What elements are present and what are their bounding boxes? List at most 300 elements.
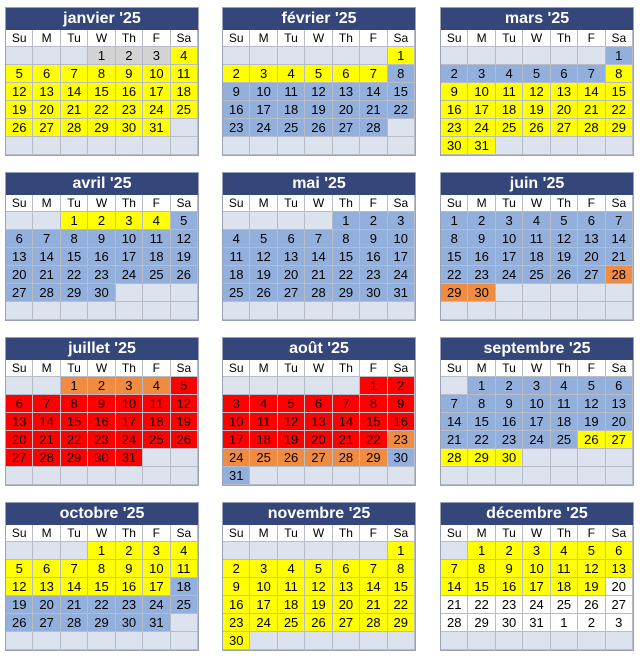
day-cell[interactable]: 28 [360, 614, 387, 632]
day-cell[interactable]: 16 [116, 578, 143, 596]
day-cell[interactable]: 30 [388, 449, 415, 467]
day-cell[interactable]: 11 [143, 395, 170, 413]
day-cell[interactable]: 13 [305, 413, 332, 431]
day-cell[interactable]: 7 [33, 395, 60, 413]
day-cell[interactable]: 22 [88, 596, 115, 614]
day-cell[interactable]: 16 [223, 101, 250, 119]
day-cell[interactable]: 8 [388, 65, 415, 83]
day-cell[interactable]: 24 [468, 119, 495, 137]
day-cell[interactable]: 31 [143, 119, 170, 137]
day-cell[interactable]: 12 [171, 230, 198, 248]
day-cell[interactable]: 7 [33, 230, 60, 248]
day-cell[interactable]: 23 [496, 596, 523, 614]
day-cell[interactable]: 30 [116, 119, 143, 137]
day-cell[interactable]: 31 [523, 614, 550, 632]
day-cell[interactable]: 17 [116, 248, 143, 266]
day-cell[interactable]: 17 [523, 578, 550, 596]
day-cell[interactable]: 1 [468, 377, 495, 395]
day-cell[interactable]: 13 [606, 560, 633, 578]
day-cell[interactable]: 15 [61, 248, 88, 266]
day-cell[interactable]: 5 [250, 230, 277, 248]
day-cell[interactable]: 15 [88, 578, 115, 596]
day-cell[interactable]: 21 [33, 431, 60, 449]
day-cell[interactable]: 10 [116, 395, 143, 413]
day-cell[interactable]: 5 [6, 560, 33, 578]
day-cell[interactable]: 5 [523, 65, 550, 83]
day-cell[interactable]: 6 [33, 65, 60, 83]
day-cell[interactable]: 14 [360, 578, 387, 596]
day-cell[interactable]: 22 [61, 431, 88, 449]
day-cell[interactable]: 8 [606, 65, 633, 83]
day-cell[interactable]: 9 [441, 83, 468, 101]
day-cell[interactable]: 14 [360, 83, 387, 101]
day-cell[interactable]: 12 [578, 560, 605, 578]
day-cell[interactable]: 28 [441, 449, 468, 467]
day-cell[interactable]: 16 [223, 596, 250, 614]
day-cell[interactable]: 20 [278, 266, 305, 284]
day-cell[interactable]: 24 [496, 266, 523, 284]
day-cell[interactable]: 13 [333, 578, 360, 596]
day-cell[interactable]: 27 [578, 266, 605, 284]
day-cell[interactable]: 6 [333, 65, 360, 83]
day-cell[interactable]: 28 [61, 119, 88, 137]
day-cell[interactable]: 7 [578, 65, 605, 83]
day-cell[interactable]: 31 [468, 137, 495, 155]
day-cell[interactable]: 27 [6, 284, 33, 302]
day-cell[interactable]: 25 [143, 266, 170, 284]
day-cell[interactable]: 26 [578, 431, 605, 449]
day-cell[interactable]: 26 [171, 431, 198, 449]
day-cell[interactable]: 17 [523, 413, 550, 431]
day-cell[interactable]: 1 [61, 212, 88, 230]
day-cell[interactable]: 8 [333, 230, 360, 248]
day-cell[interactable]: 4 [278, 65, 305, 83]
day-cell[interactable]: 23 [468, 266, 495, 284]
day-cell[interactable]: 7 [441, 395, 468, 413]
day-cell[interactable]: 19 [278, 431, 305, 449]
day-cell[interactable]: 19 [305, 596, 332, 614]
day-cell[interactable]: 26 [305, 119, 332, 137]
day-cell[interactable]: 15 [468, 413, 495, 431]
day-cell[interactable]: 11 [250, 413, 277, 431]
day-cell[interactable]: 29 [606, 119, 633, 137]
day-cell[interactable]: 20 [578, 248, 605, 266]
day-cell[interactable]: 9 [388, 395, 415, 413]
day-cell[interactable]: 3 [143, 47, 170, 65]
day-cell[interactable]: 15 [88, 83, 115, 101]
day-cell[interactable]: 29 [360, 449, 387, 467]
day-cell[interactable]: 19 [250, 266, 277, 284]
day-cell[interactable]: 25 [171, 101, 198, 119]
day-cell[interactable]: 20 [6, 431, 33, 449]
day-cell[interactable]: 2 [223, 65, 250, 83]
day-cell[interactable]: 22 [88, 101, 115, 119]
day-cell[interactable]: 5 [6, 65, 33, 83]
day-cell[interactable]: 23 [496, 431, 523, 449]
day-cell[interactable]: 1 [333, 212, 360, 230]
day-cell[interactable]: 2 [88, 212, 115, 230]
day-cell[interactable]: 15 [360, 413, 387, 431]
day-cell[interactable]: 29 [61, 284, 88, 302]
day-cell[interactable]: 26 [250, 284, 277, 302]
day-cell[interactable]: 22 [333, 266, 360, 284]
day-cell[interactable]: 24 [116, 431, 143, 449]
day-cell[interactable]: 25 [551, 596, 578, 614]
day-cell[interactable]: 17 [388, 248, 415, 266]
day-cell[interactable]: 1 [88, 47, 115, 65]
day-cell[interactable]: 27 [305, 449, 332, 467]
day-cell[interactable]: 22 [441, 266, 468, 284]
day-cell[interactable]: 14 [441, 413, 468, 431]
day-cell[interactable]: 10 [116, 230, 143, 248]
day-cell[interactable]: 1 [388, 542, 415, 560]
day-cell[interactable]: 4 [278, 560, 305, 578]
day-cell[interactable]: 25 [551, 431, 578, 449]
day-cell[interactable]: 16 [496, 413, 523, 431]
day-cell[interactable]: 6 [6, 230, 33, 248]
day-cell[interactable]: 4 [143, 212, 170, 230]
day-cell[interactable]: 5 [171, 212, 198, 230]
day-cell[interactable]: 20 [606, 578, 633, 596]
day-cell[interactable]: 2 [468, 212, 495, 230]
day-cell[interactable]: 23 [223, 119, 250, 137]
day-cell[interactable]: 29 [468, 614, 495, 632]
day-cell[interactable]: 12 [6, 578, 33, 596]
day-cell[interactable]: 6 [578, 212, 605, 230]
day-cell[interactable]: 23 [116, 101, 143, 119]
day-cell[interactable]: 13 [6, 248, 33, 266]
day-cell[interactable]: 4 [143, 377, 170, 395]
day-cell[interactable]: 21 [441, 596, 468, 614]
day-cell[interactable]: 27 [551, 119, 578, 137]
day-cell[interactable]: 25 [250, 449, 277, 467]
day-cell[interactable]: 30 [468, 284, 495, 302]
day-cell[interactable]: 25 [496, 119, 523, 137]
day-cell[interactable]: 27 [606, 431, 633, 449]
day-cell[interactable]: 4 [250, 395, 277, 413]
day-cell[interactable]: 3 [116, 212, 143, 230]
day-cell[interactable]: 29 [88, 614, 115, 632]
day-cell[interactable]: 27 [333, 119, 360, 137]
day-cell[interactable]: 15 [388, 578, 415, 596]
day-cell[interactable]: 21 [33, 266, 60, 284]
day-cell[interactable]: 25 [143, 431, 170, 449]
day-cell[interactable]: 22 [468, 596, 495, 614]
day-cell[interactable]: 1 [441, 212, 468, 230]
day-cell[interactable]: 26 [551, 266, 578, 284]
day-cell[interactable]: 19 [523, 101, 550, 119]
day-cell[interactable]: 15 [441, 248, 468, 266]
day-cell[interactable]: 17 [468, 101, 495, 119]
day-cell[interactable]: 4 [551, 377, 578, 395]
day-cell[interactable]: 23 [116, 596, 143, 614]
day-cell[interactable]: 11 [278, 578, 305, 596]
day-cell[interactable]: 18 [551, 578, 578, 596]
day-cell[interactable]: 18 [171, 83, 198, 101]
day-cell[interactable]: 21 [578, 101, 605, 119]
day-cell[interactable]: 28 [61, 614, 88, 632]
day-cell[interactable]: 10 [523, 395, 550, 413]
day-cell[interactable]: 29 [441, 284, 468, 302]
day-cell[interactable]: 25 [523, 266, 550, 284]
day-cell[interactable]: 26 [305, 614, 332, 632]
day-cell[interactable]: 28 [360, 119, 387, 137]
day-cell[interactable]: 16 [116, 83, 143, 101]
day-cell[interactable]: 7 [61, 65, 88, 83]
day-cell-next-month[interactable]: 1 [551, 614, 578, 632]
day-cell[interactable]: 9 [88, 230, 115, 248]
day-cell[interactable]: 17 [250, 596, 277, 614]
day-cell[interactable]: 17 [143, 83, 170, 101]
day-cell[interactable]: 9 [116, 65, 143, 83]
day-cell[interactable]: 5 [305, 65, 332, 83]
day-cell[interactable]: 10 [496, 230, 523, 248]
day-cell[interactable]: 5 [171, 377, 198, 395]
day-cell[interactable]: 9 [468, 230, 495, 248]
day-cell[interactable]: 18 [496, 101, 523, 119]
day-cell[interactable]: 22 [388, 101, 415, 119]
day-cell[interactable]: 20 [6, 266, 33, 284]
day-cell[interactable]: 31 [116, 449, 143, 467]
day-cell-next-month[interactable]: 3 [606, 614, 633, 632]
day-cell[interactable]: 9 [88, 395, 115, 413]
day-cell[interactable]: 11 [171, 65, 198, 83]
day-cell[interactable]: 28 [333, 449, 360, 467]
day-cell[interactable]: 11 [496, 83, 523, 101]
day-cell[interactable]: 16 [468, 248, 495, 266]
day-cell[interactable]: 4 [171, 47, 198, 65]
day-cell[interactable]: 10 [388, 230, 415, 248]
day-cell[interactable]: 24 [143, 101, 170, 119]
day-cell[interactable]: 24 [523, 596, 550, 614]
day-cell[interactable]: 2 [116, 47, 143, 65]
day-cell[interactable]: 14 [33, 413, 60, 431]
day-cell[interactable]: 11 [551, 560, 578, 578]
day-cell[interactable]: 24 [523, 431, 550, 449]
day-cell[interactable]: 12 [578, 395, 605, 413]
day-cell[interactable]: 8 [388, 560, 415, 578]
day-cell[interactable]: 15 [61, 413, 88, 431]
day-cell[interactable]: 3 [523, 542, 550, 560]
day-cell[interactable]: 24 [116, 266, 143, 284]
day-cell[interactable]: 3 [250, 65, 277, 83]
day-cell[interactable]: 8 [468, 560, 495, 578]
day-cell[interactable]: 27 [33, 119, 60, 137]
day-cell[interactable]: 18 [143, 248, 170, 266]
day-cell[interactable]: 22 [61, 266, 88, 284]
day-cell[interactable]: 12 [305, 83, 332, 101]
day-cell[interactable]: 21 [360, 101, 387, 119]
day-cell[interactable]: 5 [578, 542, 605, 560]
day-cell[interactable]: 1 [88, 542, 115, 560]
day-cell[interactable]: 31 [143, 614, 170, 632]
day-cell[interactable]: 23 [88, 431, 115, 449]
day-cell[interactable]: 10 [523, 560, 550, 578]
day-cell[interactable]: 1 [360, 377, 387, 395]
day-cell[interactable]: 9 [360, 230, 387, 248]
day-cell[interactable]: 2 [496, 542, 523, 560]
day-cell[interactable]: 26 [171, 266, 198, 284]
day-cell[interactable]: 28 [305, 284, 332, 302]
day-cell[interactable]: 6 [551, 65, 578, 83]
day-cell[interactable]: 10 [250, 578, 277, 596]
day-cell[interactable]: 30 [223, 632, 250, 650]
day-cell[interactable]: 4 [171, 542, 198, 560]
day-cell[interactable]: 7 [360, 65, 387, 83]
day-cell[interactable]: 6 [278, 230, 305, 248]
day-cell[interactable]: 9 [496, 395, 523, 413]
day-cell[interactable]: 15 [606, 83, 633, 101]
day-cell[interactable]: 5 [578, 377, 605, 395]
day-cell[interactable]: 3 [523, 377, 550, 395]
day-cell[interactable]: 25 [278, 119, 305, 137]
day-cell[interactable]: 30 [360, 284, 387, 302]
day-cell[interactable]: 23 [360, 266, 387, 284]
day-cell[interactable]: 12 [278, 413, 305, 431]
day-cell[interactable]: 31 [223, 467, 250, 485]
day-cell[interactable]: 23 [388, 431, 415, 449]
day-cell[interactable]: 2 [388, 377, 415, 395]
day-cell[interactable]: 21 [61, 101, 88, 119]
day-cell[interactable]: 18 [143, 413, 170, 431]
day-cell[interactable]: 12 [6, 83, 33, 101]
day-cell[interactable]: 14 [606, 230, 633, 248]
day-cell[interactable]: 14 [333, 413, 360, 431]
day-cell[interactable]: 17 [250, 101, 277, 119]
day-cell[interactable]: 22 [388, 596, 415, 614]
day-cell[interactable]: 2 [116, 542, 143, 560]
day-cell[interactable]: 16 [88, 248, 115, 266]
day-cell[interactable]: 19 [305, 101, 332, 119]
day-cell[interactable]: 21 [305, 266, 332, 284]
day-cell[interactable]: 3 [143, 542, 170, 560]
day-cell[interactable]: 14 [441, 578, 468, 596]
day-cell[interactable]: 27 [278, 284, 305, 302]
day-cell[interactable]: 25 [171, 596, 198, 614]
day-cell[interactable]: 19 [578, 578, 605, 596]
day-cell[interactable]: 30 [496, 449, 523, 467]
day-cell[interactable]: 13 [33, 83, 60, 101]
day-cell[interactable]: 19 [171, 413, 198, 431]
day-cell[interactable]: 16 [496, 578, 523, 596]
day-cell[interactable]: 9 [496, 560, 523, 578]
day-cell[interactable]: 17 [116, 413, 143, 431]
day-cell[interactable]: 6 [333, 560, 360, 578]
day-cell[interactable]: 29 [388, 614, 415, 632]
day-cell[interactable]: 5 [551, 212, 578, 230]
day-cell[interactable]: 1 [606, 47, 633, 65]
day-cell[interactable]: 1 [61, 377, 88, 395]
day-cell[interactable]: 26 [278, 449, 305, 467]
day-cell[interactable]: 27 [6, 449, 33, 467]
day-cell[interactable]: 25 [278, 614, 305, 632]
day-cell[interactable]: 27 [33, 614, 60, 632]
day-cell[interactable]: 20 [333, 596, 360, 614]
day-cell[interactable]: 8 [61, 395, 88, 413]
day-cell[interactable]: 17 [223, 431, 250, 449]
day-cell[interactable]: 8 [441, 230, 468, 248]
day-cell[interactable]: 18 [551, 413, 578, 431]
day-cell[interactable]: 3 [388, 212, 415, 230]
day-cell[interactable]: 23 [223, 614, 250, 632]
day-cell[interactable]: 15 [388, 83, 415, 101]
day-cell[interactable]: 29 [61, 449, 88, 467]
day-cell[interactable]: 7 [441, 560, 468, 578]
day-cell[interactable]: 13 [278, 248, 305, 266]
day-cell[interactable]: 24 [388, 266, 415, 284]
day-cell[interactable]: 18 [223, 266, 250, 284]
day-cell[interactable]: 16 [441, 101, 468, 119]
day-cell[interactable]: 4 [496, 65, 523, 83]
day-cell[interactable]: 6 [6, 395, 33, 413]
day-cell[interactable]: 19 [6, 596, 33, 614]
day-cell[interactable]: 5 [278, 395, 305, 413]
day-cell[interactable]: 7 [333, 395, 360, 413]
day-cell[interactable]: 8 [61, 230, 88, 248]
day-cell[interactable]: 14 [578, 83, 605, 101]
day-cell[interactable]: 26 [6, 614, 33, 632]
day-cell[interactable]: 26 [523, 119, 550, 137]
day-cell[interactable]: 18 [278, 101, 305, 119]
day-cell[interactable]: 11 [143, 230, 170, 248]
day-cell[interactable]: 2 [88, 377, 115, 395]
day-cell[interactable]: 20 [33, 596, 60, 614]
day-cell[interactable]: 13 [333, 83, 360, 101]
day-cell[interactable]: 19 [171, 248, 198, 266]
day-cell[interactable]: 12 [250, 248, 277, 266]
day-cell[interactable]: 18 [523, 248, 550, 266]
day-cell[interactable]: 30 [441, 137, 468, 155]
day-cell[interactable]: 12 [551, 230, 578, 248]
day-cell[interactable]: 18 [278, 596, 305, 614]
day-cell[interactable]: 8 [88, 560, 115, 578]
day-cell[interactable]: 13 [606, 395, 633, 413]
day-cell[interactable]: 9 [116, 560, 143, 578]
day-cell[interactable]: 24 [143, 596, 170, 614]
day-cell[interactable]: 16 [88, 413, 115, 431]
day-cell[interactable]: 10 [143, 65, 170, 83]
day-cell[interactable]: 6 [606, 377, 633, 395]
day-cell[interactable]: 9 [223, 578, 250, 596]
day-cell[interactable]: 8 [360, 395, 387, 413]
day-cell[interactable]: 11 [523, 230, 550, 248]
day-cell[interactable]: 13 [578, 230, 605, 248]
day-cell[interactable]: 2 [441, 65, 468, 83]
day-cell[interactable]: 11 [223, 248, 250, 266]
day-cell[interactable]: 22 [606, 101, 633, 119]
day-cell[interactable]: 12 [171, 395, 198, 413]
day-cell[interactable]: 4 [551, 542, 578, 560]
day-cell[interactable]: 15 [468, 578, 495, 596]
day-cell[interactable]: 7 [606, 212, 633, 230]
day-cell[interactable]: 18 [171, 578, 198, 596]
day-cell[interactable]: 7 [61, 560, 88, 578]
day-cell[interactable]: 19 [578, 413, 605, 431]
day-cell[interactable]: 29 [468, 449, 495, 467]
day-cell[interactable]: 21 [360, 596, 387, 614]
day-cell[interactable]: 14 [61, 578, 88, 596]
day-cell[interactable]: 6 [33, 560, 60, 578]
day-cell[interactable]: 19 [6, 101, 33, 119]
day-cell[interactable]: 20 [333, 101, 360, 119]
day-cell[interactable]: 21 [441, 431, 468, 449]
day-cell[interactable]: 2 [223, 560, 250, 578]
day-cell[interactable]: 28 [606, 266, 633, 284]
day-cell[interactable]: 21 [61, 596, 88, 614]
day-cell[interactable]: 14 [61, 83, 88, 101]
day-cell[interactable]: 1 [468, 542, 495, 560]
day-cell[interactable]: 22 [360, 431, 387, 449]
